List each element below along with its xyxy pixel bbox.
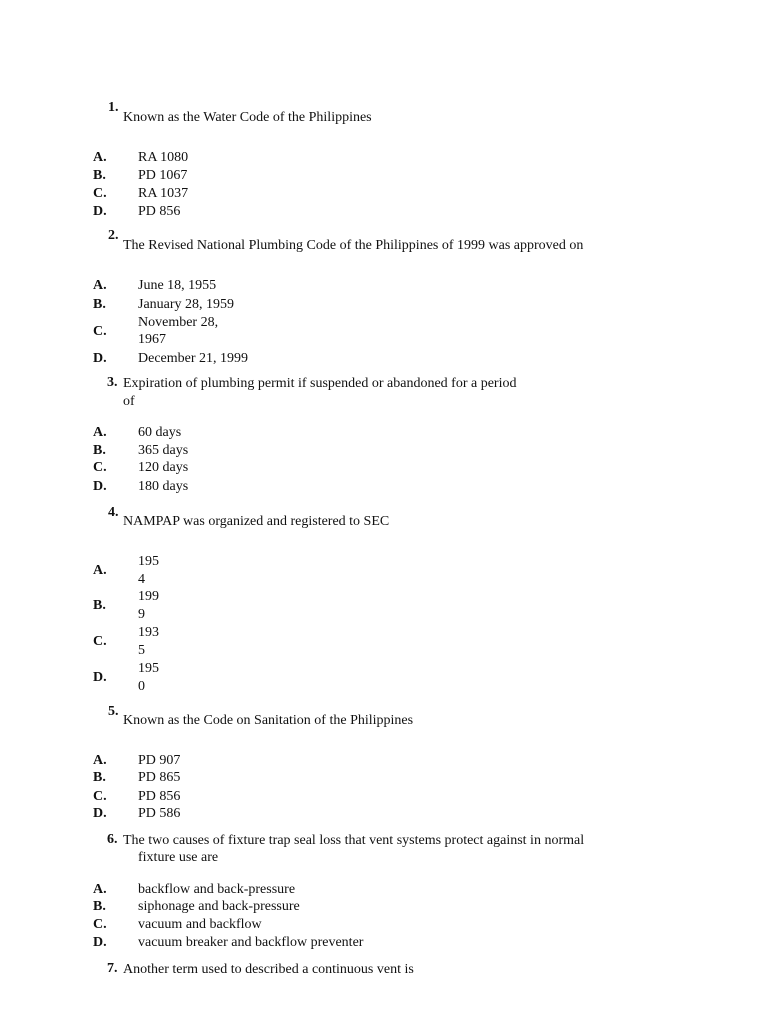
option-6a (0, 881, 768, 899)
option-letter: C. (93, 789, 107, 804)
option-letter: C. (93, 634, 107, 649)
option-5a (0, 752, 768, 770)
option-value-line1: November 28, (138, 315, 219, 330)
option-4d (0, 660, 768, 696)
option-value: siphonage and back-pressure (138, 899, 300, 914)
option-2c (0, 314, 768, 350)
option-value: June 18, 1955 (138, 278, 217, 293)
option-5c (0, 788, 768, 806)
question-number: 1. (108, 100, 119, 115)
question-text: Known as the Water Code of the Philippines (123, 110, 372, 125)
option-value: 120 days (138, 460, 189, 475)
option-3d (0, 478, 768, 496)
option-4c (0, 624, 768, 660)
option-letter: B. (93, 598, 106, 613)
option-1d (0, 203, 768, 221)
option-letter: B. (93, 168, 106, 183)
option-2d (0, 350, 768, 368)
option-value: RA 1080 (138, 150, 189, 165)
question-text-line1: The two causes of fixture trap seal loss that vent systems protect against in normal (123, 833, 585, 848)
option-value: PD 865 (138, 770, 181, 785)
option-letter: A. (93, 753, 107, 768)
option-4b (0, 588, 768, 624)
option-3b (0, 442, 768, 460)
option-value: backflow and back-pressure (138, 882, 296, 897)
option-value-line2: 9 (138, 607, 145, 622)
option-value-line1: 193 (138, 625, 159, 640)
question-number: 3. (107, 375, 118, 390)
option-letter: D. (93, 935, 107, 950)
option-letter: A. (93, 150, 107, 165)
question-number: 5. (108, 704, 119, 719)
option-value: PD 856 (138, 204, 181, 219)
option-1b (0, 167, 768, 185)
option-2b (0, 296, 768, 314)
option-letter: C. (93, 460, 107, 475)
question-text: NAMPAP was organized and registered to SEC (123, 514, 390, 529)
option-6c (0, 916, 768, 934)
option-value: 60 days (138, 425, 182, 440)
option-value-line2: 5 (138, 643, 145, 658)
option-5b (0, 769, 768, 787)
question-text: Another term used to described a continuous vent is (123, 962, 414, 977)
option-value: December 21, 1999 (138, 351, 249, 366)
option-value: PD 1067 (138, 168, 188, 183)
option-1c (0, 185, 768, 203)
option-value: January 28, 1959 (138, 297, 235, 312)
option-letter: D. (93, 670, 107, 685)
option-letter: D. (93, 351, 107, 366)
option-4a (0, 553, 768, 589)
option-letter: A. (93, 425, 107, 440)
question-text: The Revised National Plumbing Code of the Philippines of 1999 was approved on (123, 238, 584, 253)
option-2a (0, 277, 768, 295)
option-value-line1: 199 (138, 589, 159, 604)
option-letter: B. (93, 297, 106, 312)
option-value-line1: 195 (138, 554, 159, 569)
option-letter: C. (93, 186, 107, 201)
option-value-line2: 4 (138, 572, 145, 587)
option-value-line2: 1967 (138, 332, 166, 347)
option-5d (0, 805, 768, 823)
option-letter: B. (93, 899, 106, 914)
option-value: PD 856 (138, 789, 181, 804)
option-letter: A. (93, 882, 107, 897)
question-text-line1: Expiration of plumbing permit if suspended or abandoned for a period (123, 376, 517, 391)
option-value: vacuum and backflow (138, 917, 262, 932)
option-1a (0, 149, 768, 167)
question-number: 2. (108, 228, 119, 243)
question-number: 6. (107, 832, 118, 847)
option-value: PD 907 (138, 753, 181, 768)
question-number: 7. (107, 961, 118, 976)
option-value: 180 days (138, 479, 189, 494)
option-letter: D. (93, 204, 107, 219)
question-text-line2: fixture use are (138, 850, 219, 865)
option-letter: A. (93, 563, 107, 578)
option-value: RA 1037 (138, 186, 189, 201)
question-text-line2: of (123, 394, 135, 409)
option-letter: A. (93, 278, 107, 293)
option-letter: B. (93, 443, 106, 458)
option-6d (0, 934, 768, 952)
option-value: PD 586 (138, 806, 181, 821)
question-number: 4. (108, 505, 119, 520)
option-value-line2: 0 (138, 679, 145, 694)
option-letter: C. (93, 917, 107, 932)
option-value-line1: 195 (138, 661, 159, 676)
option-6b (0, 898, 768, 916)
question-text: Known as the Code on Sanitation of the Philippines (123, 713, 414, 728)
option-letter: C. (93, 324, 107, 339)
option-value: vacuum breaker and backflow preventer (138, 935, 364, 950)
option-letter: D. (93, 479, 107, 494)
option-3a (0, 424, 768, 442)
option-3c (0, 459, 768, 477)
option-value: 365 days (138, 443, 189, 458)
option-letter: B. (93, 770, 106, 785)
option-letter: D. (93, 806, 107, 821)
